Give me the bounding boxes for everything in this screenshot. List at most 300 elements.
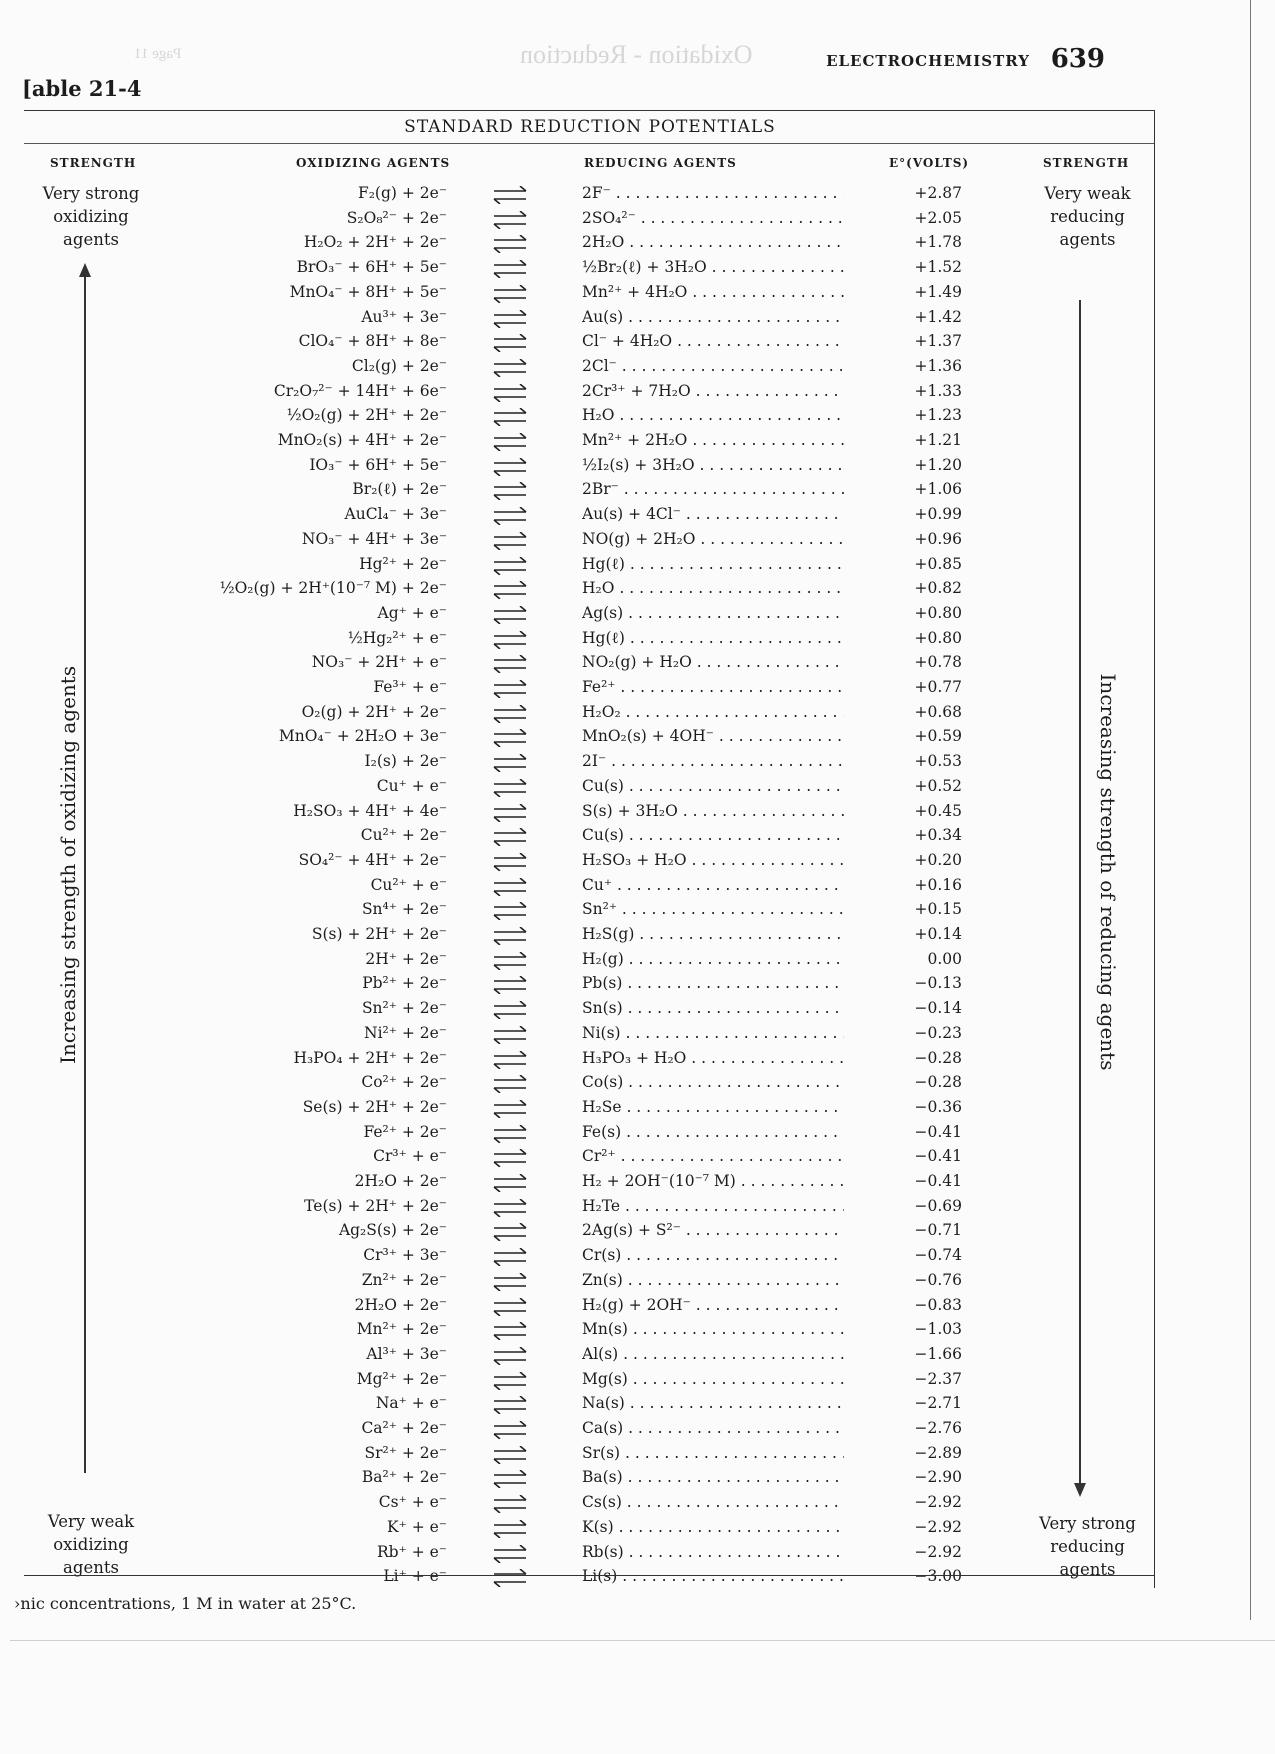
reducing-agent-cell <box>582 678 844 696</box>
strength-very-weak-reducing: Very weak reducing agents <box>1044 184 1131 249</box>
reducing-agent-cell <box>582 1518 844 1536</box>
equilibrium-arrows-icon <box>492 285 528 303</box>
oxidizing-agent-cell: Ag⁺ + e⁻ <box>377 603 447 622</box>
equilibrium-arrows-icon <box>492 1495 528 1513</box>
reducing-agent-cell <box>582 653 844 671</box>
reducing-agent-text: H₂(g) <box>582 949 624 968</box>
table-row <box>0 1516 1275 1541</box>
reducing-agent-cell <box>582 1123 844 1141</box>
oxidizing-agent-cell: SO₄²⁻ + 4H⁺ + 2e⁻ <box>298 850 447 869</box>
potential-value: −0.41 <box>914 1172 962 1190</box>
reducing-agent-text: H₂(g) + 2OH⁻ <box>582 1295 691 1314</box>
reducing-agent-cell <box>582 950 844 968</box>
potential-value: +0.96 <box>914 529 962 548</box>
reducing-agent-cell <box>582 1394 844 1412</box>
potential-value: +0.52 <box>914 776 962 795</box>
potential-value: −0.41 <box>914 1147 962 1166</box>
reducing-agent-cell <box>582 1419 844 1437</box>
equilibrium-arrows-icon <box>492 235 528 253</box>
col-header-oxidizing: OXIDIZING AGENTS <box>296 156 451 170</box>
potential-value: −0.23 <box>914 1023 962 1042</box>
oxidizing-agent-cell: NO₃⁻ + 2H⁺ + e⁻ <box>311 653 447 672</box>
oxidizing-agent-cell: BrO₃⁻ + 6H⁺ + 5e⁻ <box>296 258 447 277</box>
equilibrium-arrows-icon <box>492 310 528 328</box>
equilibrium-arrows-icon <box>492 927 528 945</box>
reducing-agent-text: Fe(s) <box>582 1122 622 1141</box>
reducing-agent-cell <box>582 752 844 770</box>
potential-value: +1.52 <box>914 258 962 277</box>
equilibrium-arrows-icon <box>492 680 528 698</box>
reducing-agent-cell <box>582 1493 844 1511</box>
oxidizing-agent-cell: 2H₂O + 2e⁻ <box>354 1295 447 1314</box>
equilibrium-arrows-icon <box>492 1149 528 1167</box>
reducing-agent-text: H₂S(g) <box>582 925 635 943</box>
potential-value: +1.78 <box>914 233 962 252</box>
col-header-reducing: REDUCING AGENTS <box>584 156 737 170</box>
table-row <box>0 1466 1275 1491</box>
reducing-agent-cell <box>582 1073 844 1091</box>
oxidizing-agent-cell: Cs⁺ + e⁻ <box>378 1493 447 1512</box>
oxidizing-agent-cell: O₂(g) + 2H⁺ + 2e⁻ <box>301 702 447 721</box>
table-row <box>0 404 1275 429</box>
equilibrium-arrows-icon <box>492 952 528 970</box>
oxidizing-agent-cell: Li⁺ + e⁻ <box>383 1567 447 1586</box>
reducing-agent-text: 2I⁻ <box>582 752 607 771</box>
potential-value: +1.33 <box>914 381 962 400</box>
potential-value: −2.92 <box>914 1493 962 1512</box>
equilibrium-arrows-icon <box>492 1446 528 1464</box>
reducing-agent-cell <box>582 579 844 597</box>
table-row <box>0 1219 1275 1244</box>
reducing-agent-cell <box>582 1049 844 1067</box>
potential-value: −0.28 <box>914 1073 962 1092</box>
reducing-agent-cell <box>582 184 844 202</box>
table-row <box>0 1491 1275 1516</box>
reducing-agent-cell <box>582 1468 844 1486</box>
reducing-agent-cell <box>582 1172 844 1190</box>
reducing-agent-cell <box>582 209 844 227</box>
table-row <box>0 775 1275 800</box>
potential-value: −0.14 <box>914 999 962 1018</box>
oxidizing-agent-cell: Mn²⁺ + 2e⁻ <box>356 1320 447 1339</box>
potential-value: −0.28 <box>914 1048 962 1067</box>
potential-value: −1.03 <box>914 1320 962 1339</box>
increasing-reducing-label: Increasing strength of reducing agents <box>1096 673 1120 1071</box>
table-row <box>0 1541 1275 1566</box>
equilibrium-arrows-icon <box>492 1372 528 1390</box>
table-row <box>0 355 1275 380</box>
table-row <box>0 256 1275 281</box>
equilibrium-arrows-icon <box>492 1001 528 1019</box>
table-row <box>0 1244 1275 1269</box>
table-row <box>0 874 1275 899</box>
reducing-agent-cell <box>582 802 844 820</box>
reducing-agent-cell <box>582 357 844 375</box>
reducing-agent-text: Ni(s) <box>582 1023 621 1042</box>
table-row <box>0 1121 1275 1146</box>
table-row <box>0 1047 1275 1072</box>
table-row <box>0 1343 1275 1368</box>
potential-value: +0.85 <box>914 554 962 573</box>
reducing-agent-cell <box>582 1246 844 1264</box>
equilibrium-arrows-icon <box>492 1396 528 1414</box>
reducing-agent-cell <box>582 332 844 350</box>
oxidizing-agent-cell: ½O₂(g) + 2H⁺ + 2e⁻ <box>286 406 447 425</box>
potential-value: +2.87 <box>914 184 962 202</box>
equilibrium-arrows-icon <box>492 1125 528 1143</box>
table-row <box>0 281 1275 306</box>
potential-value: −2.92 <box>914 1517 962 1536</box>
table-title: STANDARD REDUCTION POTENTIALS <box>404 117 776 137</box>
equilibrium-arrows-icon <box>492 754 528 772</box>
reducing-agent-cell <box>582 555 844 574</box>
reducing-agent-text: Cu⁺ <box>582 875 613 894</box>
reducing-agent-text: 2Ag(s) + S²⁻ <box>582 1221 681 1240</box>
oxidizing-agent-cell: F₂(g) + 2e⁻ <box>357 184 447 202</box>
potential-value: +1.49 <box>914 282 962 301</box>
reducing-agent-text: NO(g) + 2H₂O <box>582 529 696 548</box>
equilibrium-arrows-icon <box>492 1248 528 1266</box>
reducing-agent-cell <box>582 505 844 523</box>
equilibrium-arrows-icon <box>492 334 528 352</box>
table-row <box>0 1392 1275 1417</box>
reducing-agent-text: Sn(s) <box>582 999 623 1018</box>
reducing-agent-cell <box>582 1320 844 1338</box>
potential-value: +0.82 <box>914 579 962 598</box>
reducing-agent-text: 2SO₄²⁻ <box>582 208 636 227</box>
equilibrium-arrows-icon <box>492 1174 528 1192</box>
header-rule <box>24 143 1154 144</box>
reducing-agent-cell <box>582 530 844 548</box>
reducing-agent-cell <box>582 1221 844 1239</box>
reducing-agent-text: Ag(s) <box>582 603 624 622</box>
equilibrium-arrows-icon <box>492 1075 528 1093</box>
potential-value: +0.77 <box>914 678 962 696</box>
potential-value: −2.90 <box>914 1468 962 1487</box>
table-row <box>0 602 1275 627</box>
oxidizing-agent-cell: S₂O₈²⁻ + 2e⁻ <box>346 208 447 227</box>
potential-value: +0.20 <box>914 850 962 869</box>
reducing-agent-cell <box>582 999 844 1017</box>
oxidizing-agent-cell: 2H₂O + 2e⁻ <box>354 1172 447 1190</box>
oxidizing-agent-cell: H₃PO₄ + 2H⁺ + 2e⁻ <box>293 1048 447 1067</box>
oxidizing-agent-cell: Au³⁺ + 3e⁻ <box>361 307 447 326</box>
reducing-agent-text: 2H₂O <box>582 233 625 252</box>
table-row <box>0 849 1275 874</box>
table-row <box>0 1096 1275 1121</box>
equilibrium-arrows-icon <box>492 482 528 500</box>
table-row <box>0 553 1275 578</box>
reducing-agent-text: 2F⁻ <box>582 184 611 202</box>
equilibrium-arrows-icon <box>492 1569 528 1587</box>
reducing-agent-cell <box>582 1444 844 1462</box>
reducing-agent-cell <box>582 1024 844 1042</box>
reducing-agent-text: H₂O <box>582 579 615 598</box>
potential-value: +0.99 <box>914 505 962 524</box>
table-row <box>0 750 1275 775</box>
potential-value: +0.59 <box>914 727 962 746</box>
reducing-agent-cell <box>582 480 844 498</box>
potential-value: −3.00 <box>914 1567 962 1586</box>
reducing-agent-text: Li(s) <box>582 1567 618 1586</box>
reducing-agent-text: H₃PO₃ + H₂O <box>582 1048 687 1067</box>
potential-value: −0.41 <box>914 1122 962 1141</box>
strength-very-strong-reducing: Very strong reducing agents <box>1039 1514 1136 1579</box>
equilibrium-arrows-icon <box>492 902 528 920</box>
oxidizing-agent-cell: ½Hg₂²⁺ + e⁻ <box>347 628 447 647</box>
reducing-agent-text: Co(s) <box>582 1073 624 1092</box>
table-row <box>0 380 1275 405</box>
reducing-agent-cell <box>582 777 844 795</box>
reducing-agent-cell <box>582 382 844 400</box>
reducing-agent-text: H₂Se <box>582 1097 622 1116</box>
equilibrium-arrows-icon <box>492 1545 528 1563</box>
potential-value: +1.23 <box>914 406 962 425</box>
equilibrium-arrows-icon <box>492 631 528 649</box>
table-row <box>0 1442 1275 1467</box>
reducing-agent-cell <box>582 431 844 449</box>
oxidizing-agent-cell: Na⁺ + e⁻ <box>375 1394 447 1413</box>
potential-value: −0.36 <box>914 1097 962 1116</box>
equilibrium-arrows-icon <box>492 804 528 822</box>
table-row <box>0 1071 1275 1096</box>
oxidizing-agent-cell: Cu⁺ + e⁻ <box>376 776 447 795</box>
equilibrium-arrows-icon <box>492 853 528 871</box>
potential-value: −1.66 <box>914 1344 962 1363</box>
oxidizing-agent-cell: Zn²⁺ + 2e⁻ <box>361 1270 447 1289</box>
oxidizing-agent-cell: Ca²⁺ + 2e⁻ <box>361 1419 447 1437</box>
potential-value: +0.15 <box>914 900 962 919</box>
table-row <box>0 330 1275 355</box>
potential-value: +0.80 <box>914 628 962 647</box>
reducing-agent-text: Rb(s) <box>582 1542 624 1561</box>
reducing-agent-text: 2Cl⁻ <box>582 356 617 375</box>
table-row <box>0 1145 1275 1170</box>
oxidizing-agent-cell: ClO₄⁻ + 8H⁺ + 8e⁻ <box>298 332 447 351</box>
oxidizing-agent-cell: H₂O₂ + 2H⁺ + 2e⁻ <box>303 233 447 252</box>
reducing-agent-text: S(s) + 3H₂O <box>582 801 678 820</box>
oxidizing-agent-cell: Cr³⁺ + 3e⁻ <box>363 1246 447 1265</box>
oxidizing-agent-cell: Fe²⁺ + 2e⁻ <box>363 1122 447 1141</box>
equilibrium-arrows-icon <box>492 532 528 550</box>
equilibrium-arrows-icon <box>492 507 528 525</box>
reducing-agent-text: H₂O₂ <box>582 702 621 721</box>
equilibrium-arrows-icon <box>492 1051 528 1069</box>
potential-value: +0.14 <box>914 925 962 943</box>
oxidizing-agent-cell: K⁺ + e⁻ <box>387 1517 447 1536</box>
table-row <box>0 182 1275 207</box>
reducing-agent-text: H₂Te <box>582 1196 621 1215</box>
reducing-agent-text: Mn²⁺ + 4H₂O <box>582 282 688 301</box>
potential-value: −0.76 <box>914 1270 962 1289</box>
potential-value: +1.20 <box>914 455 962 474</box>
table-row <box>0 676 1275 701</box>
equilibrium-arrows-icon <box>492 1223 528 1241</box>
potential-value: −2.76 <box>914 1419 962 1437</box>
potential-value: +0.45 <box>914 801 962 820</box>
col-header-strength-left: STRENGTH <box>50 156 137 170</box>
reducing-agent-text: Mn²⁺ + 2H₂O <box>582 431 688 449</box>
table-row <box>0 923 1275 948</box>
oxidizing-agent-cell: I₂(s) + 2e⁻ <box>364 752 447 771</box>
bleed-through-page-tag: Page 11 <box>134 46 182 62</box>
col-header-potential: E°(VOLTS) <box>889 156 970 170</box>
equilibrium-arrows-icon <box>492 1322 528 1340</box>
table-row <box>0 429 1275 454</box>
page-number: 639 <box>1050 44 1105 74</box>
reducing-agent-text: Cr²⁺ <box>582 1147 616 1166</box>
potential-value: 0.00 <box>927 949 962 968</box>
oxidizing-agent-cell: MnO₄⁻ + 8H⁺ + 5e⁻ <box>289 282 447 301</box>
oxidizing-agent-cell: H₂SO₃ + 4H⁺ + 4e⁻ <box>293 801 447 820</box>
reducing-agent-text: 2Cr³⁺ + 7H₂O <box>582 381 691 400</box>
equilibrium-arrows-icon <box>492 433 528 451</box>
reducing-agent-cell <box>582 629 844 648</box>
equilibrium-arrows-icon <box>492 1347 528 1365</box>
oxidizing-agent-cell: Rb⁺ + e⁻ <box>377 1542 447 1561</box>
equilibrium-arrows-icon <box>492 705 528 723</box>
potential-value: −0.71 <box>914 1221 962 1240</box>
increasing-oxidizing-label: Increasing strength of oxidizing agents <box>56 665 80 1064</box>
equilibrium-arrows-icon <box>492 655 528 673</box>
reducing-agent-text: Pb(s) <box>582 974 623 993</box>
equilibrium-arrows-icon <box>492 260 528 278</box>
equilibrium-arrows-icon <box>492 211 528 229</box>
table-row <box>0 1368 1275 1393</box>
equilibrium-arrows-icon <box>492 976 528 994</box>
oxidizing-agent-cell: Te(s) + 2H⁺ + 2e⁻ <box>304 1196 447 1215</box>
table-row <box>0 1022 1275 1047</box>
table-row <box>0 627 1275 652</box>
oxidizing-agent-cell: 2H⁺ + 2e⁻ <box>365 949 447 968</box>
equilibrium-arrows-icon <box>492 408 528 426</box>
reducing-agent-cell <box>582 308 844 326</box>
reducing-agent-text: Al(s) <box>582 1344 619 1363</box>
strength-very-strong-oxidizing: Very strong oxidizing agents <box>42 184 140 249</box>
equilibrium-arrows-icon <box>492 729 528 747</box>
running-head: ELECTROCHEMISTRY <box>826 52 1030 70</box>
oxidizing-agent-cell: Fe³⁺ + e⁻ <box>373 678 447 696</box>
table-row <box>0 306 1275 331</box>
reducing-agent-text: H₂O <box>582 406 615 425</box>
reducing-agent-text: Sn²⁺ <box>582 900 617 919</box>
reducing-agent-text: Mg(s) <box>582 1369 628 1388</box>
table-row <box>0 997 1275 1022</box>
table-row <box>0 231 1275 256</box>
table-row <box>0 898 1275 923</box>
oxidizing-agent-cell: AuCl₄⁻ + 3e⁻ <box>344 505 447 524</box>
reducing-agent-text: Cl⁻ + 4H₂O <box>582 332 673 351</box>
oxidizing-agent-cell: Al³⁺ + 3e⁻ <box>366 1344 447 1363</box>
oxidizing-agent-cell: MnO₂(s) + 4H⁺ + 2e⁻ <box>277 431 447 449</box>
oxidizing-agent-cell: Cu²⁺ + e⁻ <box>370 875 447 894</box>
reducing-agent-text: 2Br⁻ <box>582 480 619 499</box>
potential-value: −0.69 <box>914 1196 962 1215</box>
oxidizing-agent-cell: Cu²⁺ + 2e⁻ <box>360 826 447 845</box>
oxidizing-agent-cell: Hg²⁺ + 2e⁻ <box>359 554 447 573</box>
potential-value: −2.71 <box>914 1394 962 1413</box>
oxidizing-agent-cell: Cr₂O₇²⁻ + 14H⁺ + 6e⁻ <box>273 381 447 400</box>
bottom-rule <box>24 1575 1154 1576</box>
reducing-agent-text: ½Br₂(ℓ) + 3H₂O <box>582 258 707 277</box>
reducing-agent-cell <box>582 406 844 424</box>
equilibrium-arrows-icon <box>492 1100 528 1118</box>
potential-value: +2.05 <box>914 208 962 227</box>
table-label: [able 21-4 <box>22 76 142 101</box>
potential-value: +0.68 <box>914 702 962 721</box>
reducing-agent-cell <box>582 1147 844 1165</box>
oxidizing-agent-cell: ½O₂(g) + 2H⁺(10⁻⁷ M) + 2e⁻ <box>219 579 447 598</box>
reducing-agent-cell <box>582 1345 844 1363</box>
table-row <box>0 701 1275 726</box>
potential-value: +0.16 <box>914 875 962 894</box>
potential-value: +1.36 <box>914 356 962 375</box>
reducing-agent-cell <box>582 456 844 474</box>
oxidizing-agent-cell: Ba²⁺ + 2e⁻ <box>361 1468 447 1487</box>
oxidizing-agent-cell: Ni²⁺ + 2e⁻ <box>364 1023 447 1042</box>
equilibrium-arrows-icon <box>492 384 528 402</box>
reducing-agent-text: Au(s) + 4Cl⁻ <box>582 505 681 524</box>
reducing-agent-text: Zn(s) <box>582 1270 623 1289</box>
bleed-through-heading: Oxidation - Reduction <box>520 40 753 69</box>
oxidizing-agent-cell: Ag₂S(s) + 2e⁻ <box>338 1221 447 1240</box>
equilibrium-arrows-icon <box>492 779 528 797</box>
oxidizing-agent-cell: MnO₄⁻ + 2H₂O + 3e⁻ <box>278 727 447 746</box>
reducing-agent-cell <box>582 1370 844 1388</box>
reducing-agent-cell <box>582 826 844 844</box>
potential-value: −2.89 <box>914 1443 962 1462</box>
reducing-agent-cell <box>582 604 844 622</box>
reducing-agent-cell <box>582 1296 844 1314</box>
equilibrium-arrows-icon <box>492 359 528 377</box>
reducing-agent-text: Na(s) <box>582 1394 625 1413</box>
oxidizing-agent-cell: Cl₂(g) + 2e⁻ <box>351 356 447 375</box>
reducing-agent-text: K(s) <box>582 1517 614 1536</box>
equilibrium-arrows-icon <box>492 1298 528 1316</box>
potential-value: +0.80 <box>914 603 962 622</box>
potential-value: +0.78 <box>914 653 962 672</box>
reducing-agent-text: MnO₂(s) + 4OH⁻ <box>582 727 714 746</box>
equilibrium-arrows-icon <box>492 186 528 204</box>
oxidizing-agent-cell: Br₂(ℓ) + 2e⁻ <box>352 480 447 499</box>
equilibrium-arrows-icon <box>492 1199 528 1217</box>
reducing-agent-cell <box>582 1098 844 1116</box>
table-row <box>0 1318 1275 1343</box>
table-row <box>0 503 1275 528</box>
reducing-agent-cell <box>582 283 844 301</box>
reducing-agent-text: Au(s) <box>582 307 624 326</box>
reducing-agent-cell <box>582 703 844 721</box>
potential-value: +1.06 <box>914 480 962 499</box>
reducing-agent-text: Sr(s) <box>582 1443 621 1462</box>
potential-value: +1.37 <box>914 332 962 351</box>
footnote: ›nic concentrations, 1 M in water at 25°C. <box>14 1594 357 1613</box>
table-row <box>0 1269 1275 1294</box>
table-row <box>0 651 1275 676</box>
reducing-agent-text: Ba(s) <box>582 1468 623 1487</box>
reducing-agent-cell <box>582 233 844 251</box>
reducing-agent-cell <box>582 1197 844 1215</box>
table-row <box>0 577 1275 602</box>
reducing-agent-cell <box>582 974 844 992</box>
reducing-agent-text: Cu(s) <box>582 826 624 845</box>
reducing-agent-cell <box>582 1567 844 1585</box>
equilibrium-arrows-icon <box>492 878 528 896</box>
reducing-agent-text: H₂ + 2OH⁻(10⁻⁷ M) <box>582 1172 736 1190</box>
reducing-agent-text: Hg(ℓ) <box>582 628 625 647</box>
reducing-agent-text: Cu(s) <box>582 776 624 795</box>
reducing-agent-text: ½I₂(s) + 3H₂O <box>582 455 695 474</box>
